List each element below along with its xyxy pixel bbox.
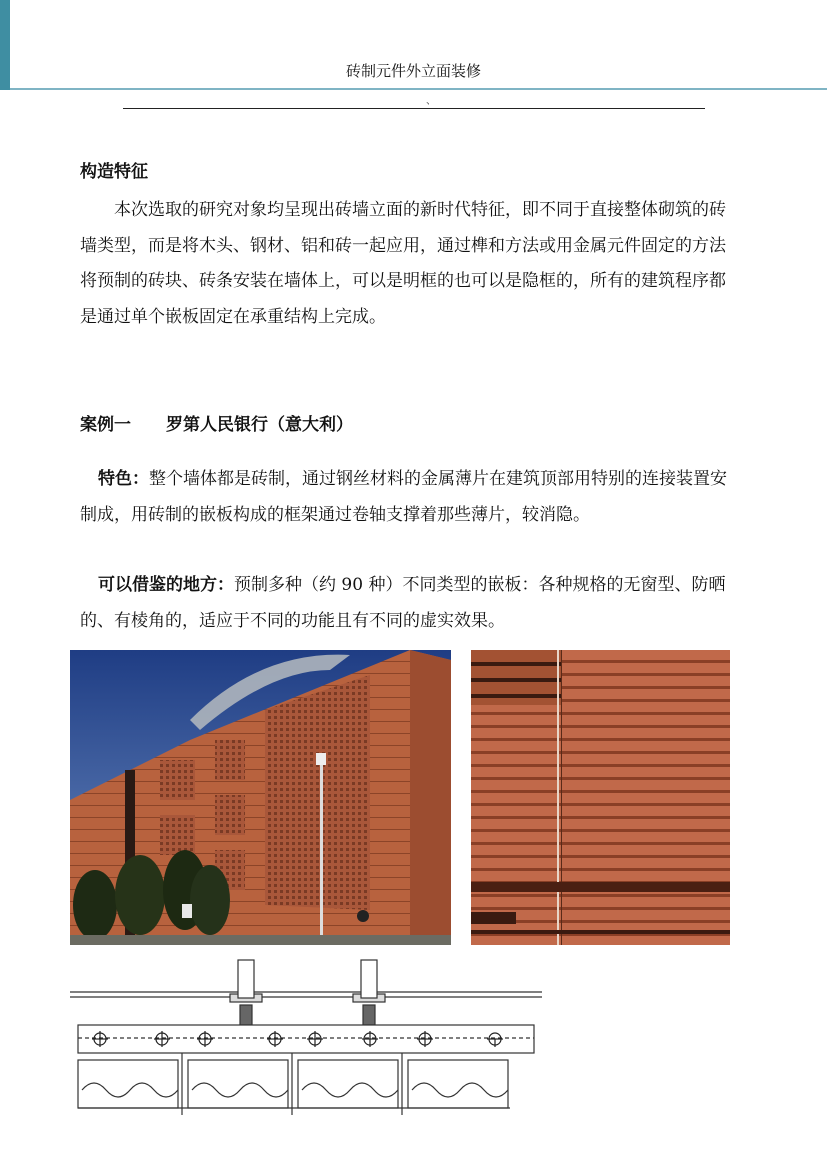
case-title: 罗第人民银行（意大利）	[166, 415, 353, 435]
lesson-label: 可以借鉴的地方：	[98, 575, 234, 595]
case-heading: 案例一	[80, 415, 131, 435]
panel-fixing-section-drawing	[70, 950, 545, 1120]
feature-paragraph	[80, 462, 742, 533]
page-header-title: 砖制元件外立面装修	[345, 62, 481, 80]
header-mark: 、	[426, 96, 436, 107]
feature-label: 特色：	[98, 469, 149, 489]
lesson-paragraph	[80, 568, 742, 639]
header-rule	[10, 88, 827, 90]
facade-detail-photo	[471, 650, 730, 945]
header-underline	[123, 108, 705, 109]
section-heading: 构造特征	[80, 162, 148, 182]
feature-text: 整个墙体都是砖制，通过钢丝材料的金属薄片在建筑顶部用特别的连接装置安制成，用砖制的嵌板构成的框架通过卷轴支撑着那些薄片，较消隐。	[80, 469, 727, 525]
section-body: 本次选取的研究对象均呈现出砖墙立面的新时代特征，即不同于直接整体砌筑的砖墙类型，而是将木头、钢材、铝和砖一起应用，通过榫和方法或用金属元件固定的方法将预制的砖块、砖条安装在墙体上，可以是明框的也可以是隐框的，所有的建筑程序都是通过单个嵌板固定在承重结构上完成。	[80, 200, 726, 327]
lesson-text: 预制多种（约 90 种）不同类型的嵌板：各种规格的无窗型、防晒的、有棱角的，适应于不同的功能且有不同的虚实效果。	[80, 575, 726, 631]
building-facade-photo	[70, 650, 451, 945]
